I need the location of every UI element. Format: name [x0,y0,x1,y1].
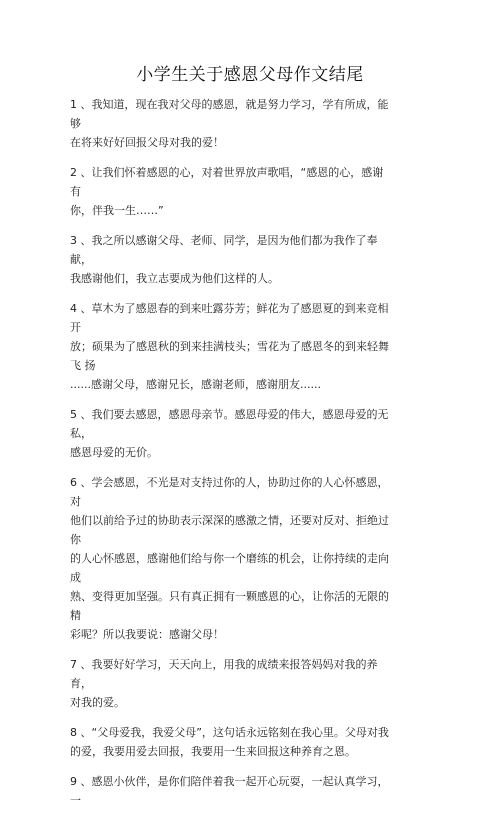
paragraph-6: 6 、学会感恩，不光是对支持过你的人，协助过你的人心怀感恩，对 他们以前给予过的协助表示深深的感激之情，还要对反对、拒绝过你 的人心怀感恩，感谢他们给与你一个磨练的机会，让你持续的走向成 熟、变得更加坚强。只有真正拥有一颗感恩的心，让你活的无限的精 彩呢？所以我要说：感谢父母！ [70,476,389,641]
paragraph-5: 5 、我们要去感恩，感恩母亲节。感恩母爱的伟大，感恩母爱的无私， 感恩母爱的无价。 [70,408,389,459]
document-title: 小学生关于感恩父母作文结尾 [136,65,364,85]
paragraph-3: 3 、我之所以感谢父母、老师、同学，是因为他们都为我作了奉献， 我感谢他们，我立志要成为他们这样的人。 [70,234,378,285]
document-body [70,95,392,821]
paragraph-2: 2 、让我们怀着感恩的心，对着世界放声歌唱，“感恩的心，感谢有 你，伴我一生……” [70,166,384,217]
paragraph-9: 9 、感恩小伙伴，是你们陪伴着我一起开心玩耍，一起认真学习，一 [70,775,389,807]
paragraph-8: 8 、“父母爱我，我爱父母”，这句话永远铭刻在我心里。父母对我 的爱，我要用爱去回报，我要用一生来回报这种养育之恩。 [70,726,389,758]
paragraph-7: 7 、我要好好学习，天天向上，用我的成绩来报答妈妈对我的养育， 对我的爱。 [70,658,378,709]
paragraph-1: 1 、我知道，现在我对父母的感恩，就是努力学习，学有所成，能够 在将来好好回报父母对我的爱！ [70,98,389,149]
paragraph-4: 4 、草木为了感恩春的到来吐露芬芳；鲜花为了感恩夏的到来竞相开 放；硕果为了感恩秋的到来挂满枝头；雪花为了感恩冬的到来轻舞飞 扬 ......感谢父母，感谢兄长，感谢老师，感谢朋友...... [70,302,389,391]
